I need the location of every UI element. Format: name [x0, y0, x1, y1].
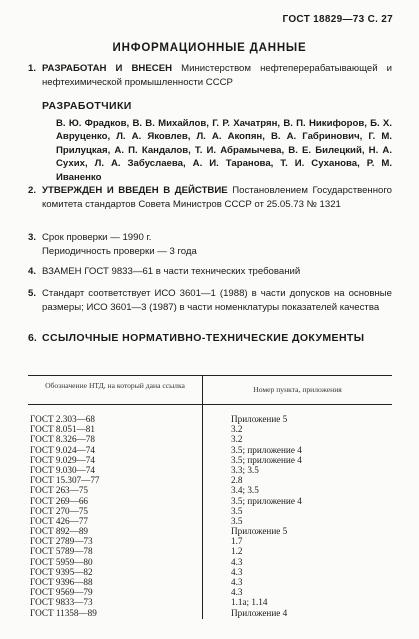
table-cell-clause: 4.3 [231, 556, 243, 567]
table-cell-clause: 3.5; приложение 4 [231, 495, 302, 506]
table-cell-clause: 3.2 [231, 434, 243, 445]
table-cell-document: ГОСТ 11358—89 [30, 607, 97, 618]
table-cell-document: ГОСТ 8.051—81 [30, 424, 95, 435]
table-cell-clause: Приложение 5 [231, 526, 288, 537]
table-cell-clause: 3.5; приложение 4 [231, 454, 302, 465]
table-cell-clause: 1.7 [231, 536, 243, 547]
table-cell-clause: Приложение 4 [231, 607, 288, 618]
table-cell-document: ГОСТ 892—89 [30, 526, 89, 537]
table-row [30, 567, 392, 577]
table-cell-document: ГОСТ 9395—82 [30, 566, 93, 577]
table-cell-document: ГОСТ 15.307—77 [30, 475, 100, 486]
table-cell-document: ГОСТ 270—75 [30, 505, 89, 516]
table-row [30, 424, 392, 434]
table-cell-document: ГОСТ 9833—73 [30, 597, 93, 608]
table-top-rule [28, 375, 392, 376]
table-cell-clause: Приложение 5 [231, 414, 288, 424]
table-header-document: Обозначение НТД, на который дана ссылка [45, 381, 185, 390]
table-row [30, 445, 392, 455]
table-cell-document: ГОСТ 9569—79 [30, 587, 93, 598]
table-cell-clause: 2.8 [231, 475, 243, 486]
table-cell-clause: 3.5; приложение 4 [231, 444, 302, 455]
document-title: ИНФОРМАЦИОННЫЕ ДАННЫЕ [112, 42, 307, 54]
section-lead: УТВЕРЖДЕН И ВВЕДЕН В ДЕЙСТВИЕ [42, 185, 228, 196]
table-cell-document: ГОСТ 5789—78 [30, 546, 93, 557]
review-deadline: Срок проверки — 1990 г. [42, 232, 152, 243]
table-cell-clause: 3.4; 3.5 [231, 485, 259, 496]
table-cell-clause: 3.5 [231, 515, 243, 526]
table-row [30, 455, 392, 465]
table-cell-document: ГОСТ 2.303—68 [30, 414, 95, 424]
section-number: 2. [28, 185, 37, 196]
section-number: 1. [28, 63, 37, 74]
table-cell-clause: 3.3; 3.5 [231, 464, 259, 475]
table-cell-clause: 4.3 [231, 566, 243, 577]
section-number: 5. [28, 288, 37, 299]
section-body [42, 184, 392, 211]
review-period: Периодичность проверки — 3 года [42, 245, 197, 257]
table-cell-clause: 1.2 [231, 546, 243, 557]
section-body [42, 62, 392, 89]
table-cell-document: ГОСТ 9.024—74 [30, 444, 95, 455]
table-row [30, 546, 392, 556]
reference-table-body [30, 414, 392, 618]
table-cell-document: ГОСТ 2789—73 [30, 536, 93, 547]
table-row [30, 465, 392, 475]
table-row [30, 526, 392, 536]
table-row [30, 506, 392, 516]
section-number: 6. [28, 332, 37, 344]
section-text: Министерством нефтеперерабатывающей и нефтехимической промышленности СССР [42, 63, 393, 88]
table-cell-document: ГОСТ 263—75 [30, 485, 89, 496]
table-row [30, 557, 392, 567]
page-header: ГОСТ 18829—73 С. 27 [282, 14, 393, 25]
section-body [42, 231, 392, 258]
table-row [30, 496, 392, 506]
table-row [30, 414, 392, 424]
table-header-rule [28, 404, 392, 405]
section-lead: РАЗРАБОТАН И ВНЕСЕН [42, 63, 173, 74]
table-header-clause: Номер пункта, приложения [253, 385, 342, 394]
developers-list: В. Ю. Фрадков, В. В. Михайлов, Г. Р. Хачатрян, В. П. Никифоров, Б. Х. Авруценко, Л. А. Яковлев, Л. А. Акопян, В. А. Габринович, Г. М. Прилуцкая, А. П. Кандалов, Т. И. Абрамычева, В. Е. Билецкий, Н. А. Сухих, Л. А. Забуслаева, А. И. Таранова, Т. И. Суханова, Р. М. Иваненко [56, 118, 392, 183]
section-number: 4. [28, 266, 37, 277]
section-text: Постановлением Государственного комитета стандартов Совета Министров СССР от 25.05.73 № 1321 [42, 185, 392, 210]
table-cell-clause: 3.5 [231, 505, 243, 516]
table-row [30, 434, 392, 444]
table-cell-clause: 4.3 [231, 587, 243, 598]
table-row [30, 587, 392, 597]
table-row [30, 516, 392, 526]
table-row [30, 536, 392, 546]
table-cell-document: ГОСТ 8.326—78 [30, 434, 95, 445]
table-cell-clause: 3.2 [231, 424, 243, 435]
section-heading: ССЫЛОЧНЫЕ НОРМАТИВНО-ТЕХНИЧЕСКИЕ ДОКУМЕНТЫ [42, 332, 365, 344]
section-body: ВЗАМЕН ГОСТ 9833—61 в части технических требований [42, 266, 301, 277]
section-body: Стандарт соответствует ИСО 3601—1 (1988) в части допусков на основные размеры; ИСО 3601—3 (1987) в части номенклатуры показателей качества [42, 288, 392, 313]
table-cell-clause: 1.1а; 1.14 [231, 597, 268, 608]
table-cell-document: ГОСТ 9.029—74 [30, 454, 95, 465]
table-cell-document: ГОСТ 426—77 [30, 515, 89, 526]
table-row [30, 608, 392, 618]
table-row [30, 597, 392, 607]
table-row [30, 577, 392, 587]
table-row [30, 475, 392, 485]
table-cell-document: ГОСТ 9396—88 [30, 577, 93, 587]
section-number: 3. [28, 232, 37, 243]
developers-heading: РАЗРАБОТЧИКИ [42, 100, 132, 112]
table-cell-clause: 4.3 [231, 577, 243, 587]
table-cell-document: ГОСТ 9.030—74 [30, 464, 95, 475]
table-cell-document: ГОСТ 269—66 [30, 495, 89, 506]
table-row [30, 485, 392, 495]
table-cell-document: ГОСТ 5959—80 [30, 556, 93, 567]
